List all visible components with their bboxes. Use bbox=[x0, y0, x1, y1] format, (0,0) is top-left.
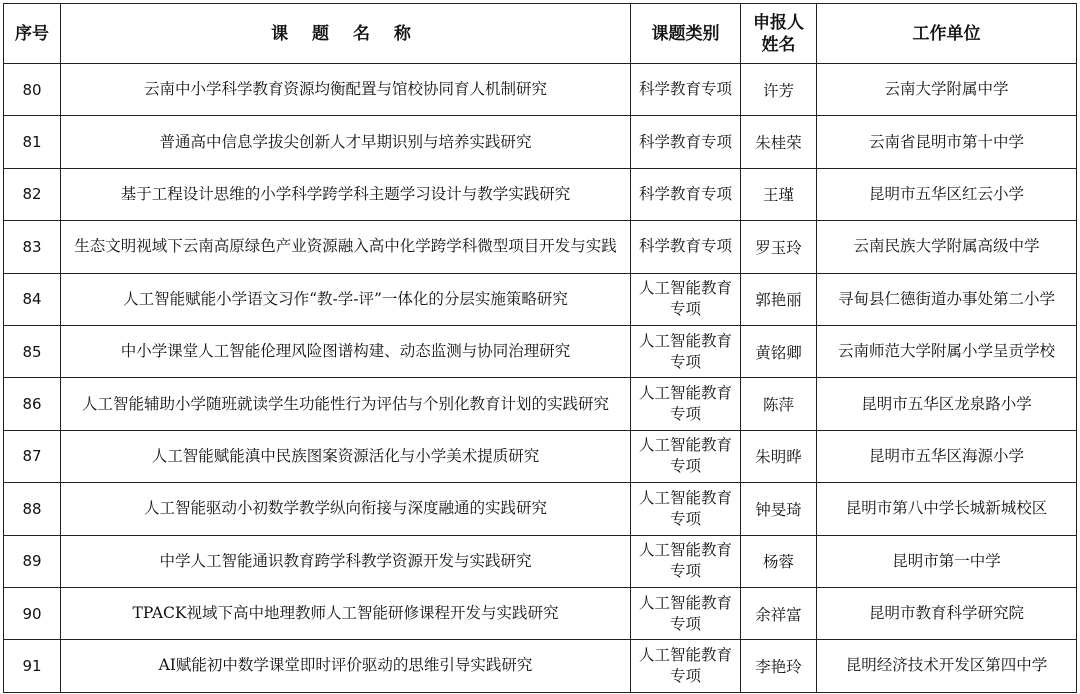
table-row bbox=[4, 430, 1077, 482]
cell-no: 86 bbox=[4, 378, 61, 430]
table-row bbox=[4, 640, 1077, 692]
cell-unit: 云南师范大学附属小学呈贡学校 bbox=[817, 325, 1077, 377]
cell-unit: 昆明市教育科学研究院 bbox=[817, 587, 1077, 639]
cell-no: 88 bbox=[4, 483, 61, 535]
header-no: 序号 bbox=[4, 4, 61, 64]
cell-no: 80 bbox=[4, 64, 61, 116]
cell-no: 81 bbox=[4, 116, 61, 168]
cell-unit: 昆明市第一中学 bbox=[817, 535, 1077, 587]
cell-title: 生态文明视域下云南高原绿色产业资源融入高中化学跨学科微型项目开发与实践 bbox=[61, 221, 631, 273]
project-list-table bbox=[3, 3, 1077, 693]
cell-no: 82 bbox=[4, 168, 61, 220]
cell-unit: 昆明经济技术开发区第四中学 bbox=[817, 640, 1077, 692]
cell-applicant: 黄铭卿 bbox=[741, 325, 817, 377]
cell-applicant: 杨蓉 bbox=[741, 535, 817, 587]
cell-title: 人工智能辅助小学随班就读学生功能性行为评估与个别化教育计划的实践研究 bbox=[61, 378, 631, 430]
cell-unit: 云南大学附属中学 bbox=[817, 64, 1077, 116]
table-row bbox=[4, 168, 1077, 220]
cell-title: 中小学课堂人工智能伦理风险图谱构建、动态监测与协同治理研究 bbox=[61, 325, 631, 377]
cell-category: 科学教育专项 bbox=[631, 168, 741, 220]
cell-applicant: 李艳玲 bbox=[741, 640, 817, 692]
table-row bbox=[4, 325, 1077, 377]
table-row bbox=[4, 535, 1077, 587]
cell-no: 90 bbox=[4, 587, 61, 639]
cell-title: 普通高中信息学拔尖创新人才早期识别与培养实践研究 bbox=[61, 116, 631, 168]
cell-category: 人工智能教育专项 bbox=[631, 273, 741, 325]
cell-applicant: 朱桂荣 bbox=[741, 116, 817, 168]
table-row bbox=[4, 273, 1077, 325]
cell-unit: 昆明市第八中学长城新城校区 bbox=[817, 483, 1077, 535]
table-row bbox=[4, 483, 1077, 535]
header-category: 课题类别 bbox=[631, 4, 741, 64]
header-title: 课 题 名 称 bbox=[61, 4, 631, 64]
cell-category: 人工智能教育专项 bbox=[631, 640, 741, 692]
cell-applicant: 罗玉玲 bbox=[741, 221, 817, 273]
cell-applicant: 许芳 bbox=[741, 64, 817, 116]
cell-applicant: 朱明晔 bbox=[741, 430, 817, 482]
cell-applicant: 郭艳丽 bbox=[741, 273, 817, 325]
cell-no: 84 bbox=[4, 273, 61, 325]
cell-unit: 云南民族大学附属高级中学 bbox=[817, 221, 1077, 273]
cell-category: 人工智能教育专项 bbox=[631, 430, 741, 482]
cell-no: 91 bbox=[4, 640, 61, 692]
cell-unit: 昆明市五华区龙泉路小学 bbox=[817, 378, 1077, 430]
table-row bbox=[4, 587, 1077, 639]
cell-unit: 昆明市五华区红云小学 bbox=[817, 168, 1077, 220]
cell-unit: 云南省昆明市第十中学 bbox=[817, 116, 1077, 168]
cell-category: 人工智能教育专项 bbox=[631, 483, 741, 535]
cell-title: AI赋能初中数学课堂即时评价驱动的思维引导实践研究 bbox=[61, 640, 631, 692]
cell-applicant: 陈萍 bbox=[741, 378, 817, 430]
table-row bbox=[4, 116, 1077, 168]
cell-title: 基于工程设计思维的小学科学跨学科主题学习设计与教学实践研究 bbox=[61, 168, 631, 220]
cell-category: 科学教育专项 bbox=[631, 221, 741, 273]
cell-unit: 昆明市五华区海源小学 bbox=[817, 430, 1077, 482]
cell-category: 科学教育专项 bbox=[631, 116, 741, 168]
header-applicant-line1: 申报人 bbox=[753, 12, 804, 33]
header-applicant-line2: 姓名 bbox=[761, 34, 796, 55]
cell-unit: 寻甸县仁德街道办事处第二小学 bbox=[817, 273, 1077, 325]
cell-category: 人工智能教育专项 bbox=[631, 325, 741, 377]
header-applicant bbox=[741, 4, 817, 64]
cell-title: TPACK视域下高中地理教师人工智能研修课程开发与实践研究 bbox=[61, 587, 631, 639]
cell-category: 人工智能教育专项 bbox=[631, 587, 741, 639]
cell-title: 人工智能驱动小初数学教学纵向衔接与深度融通的实践研究 bbox=[61, 483, 631, 535]
table-row bbox=[4, 221, 1077, 273]
table-row bbox=[4, 378, 1077, 430]
cell-title: 人工智能赋能小学语文习作“教-学-评”一体化的分层实施策略研究 bbox=[61, 273, 631, 325]
header-unit: 工作单位 bbox=[817, 4, 1077, 64]
cell-no: 89 bbox=[4, 535, 61, 587]
cell-title: 中学人工智能通识教育跨学科教学资源开发与实践研究 bbox=[61, 535, 631, 587]
cell-no: 87 bbox=[4, 430, 61, 482]
cell-applicant: 余祥富 bbox=[741, 587, 817, 639]
cell-category: 人工智能教育专项 bbox=[631, 378, 741, 430]
document-page bbox=[3, 3, 1077, 693]
cell-no: 83 bbox=[4, 221, 61, 273]
cell-applicant: 钟旻琦 bbox=[741, 483, 817, 535]
table-body bbox=[4, 64, 1077, 693]
cell-category: 科学教育专项 bbox=[631, 64, 741, 116]
cell-title: 云南中小学科学教育资源均衡配置与馆校协同育人机制研究 bbox=[61, 64, 631, 116]
cell-title: 人工智能赋能滇中民族图案资源活化与小学美术提质研究 bbox=[61, 430, 631, 482]
table-row bbox=[4, 64, 1077, 116]
cell-category: 人工智能教育专项 bbox=[631, 535, 741, 587]
table-header-row bbox=[4, 4, 1077, 64]
cell-applicant: 王瑾 bbox=[741, 168, 817, 220]
cell-no: 85 bbox=[4, 325, 61, 377]
